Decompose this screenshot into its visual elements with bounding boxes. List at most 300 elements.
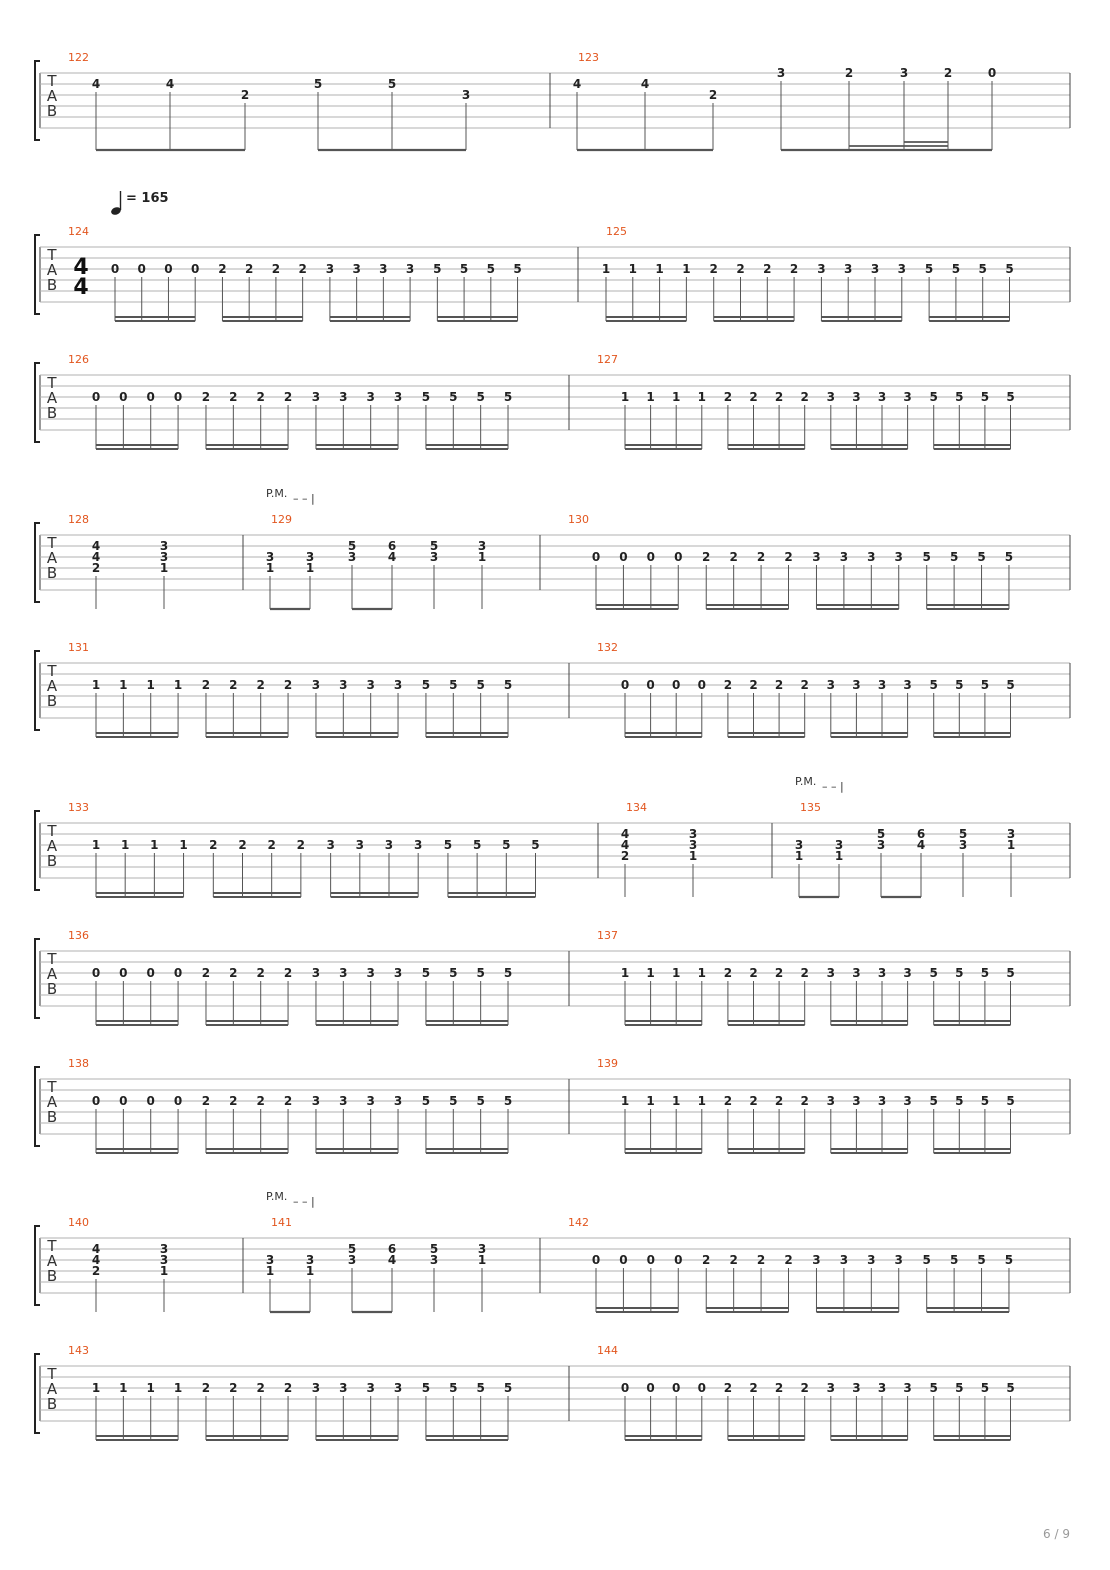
fret-number: 3 bbox=[355, 838, 364, 852]
fret-number: 5 bbox=[449, 678, 458, 692]
fret-number: 1 bbox=[265, 1264, 275, 1278]
fret-number: 5 bbox=[978, 262, 987, 276]
fret-number: 6 bbox=[916, 827, 926, 841]
fret-number: 4 bbox=[91, 539, 101, 553]
fret-number: 1 bbox=[119, 678, 128, 692]
measure-number: 128 bbox=[68, 513, 89, 526]
fret-number: 3 bbox=[326, 838, 335, 852]
fret-number: 0 bbox=[672, 1381, 681, 1395]
fret-number: 2 bbox=[729, 1253, 738, 1267]
fret-number: 2 bbox=[620, 849, 630, 863]
fret-number: 4 bbox=[91, 1242, 101, 1256]
fret-number: 4 bbox=[916, 838, 926, 852]
fret-number: 5 bbox=[977, 550, 986, 564]
page-number: 6 / 9 bbox=[1043, 1527, 1070, 1541]
fret-number: 2 bbox=[256, 966, 265, 980]
tab-clef-letter: A bbox=[46, 261, 58, 279]
tab-clef-letter: T bbox=[47, 662, 57, 680]
fret-number: 5 bbox=[980, 1094, 990, 1108]
fret-number: 2 bbox=[91, 1264, 101, 1278]
tab-clef-letter: A bbox=[46, 677, 58, 695]
fret-number: 3 bbox=[311, 966, 321, 980]
fret-number: 4 bbox=[165, 77, 175, 91]
tab-clef-letter: B bbox=[46, 404, 58, 422]
fret-number: 1 bbox=[672, 1094, 681, 1108]
fret-number: 1 bbox=[646, 966, 655, 980]
fret-number: 2 bbox=[774, 678, 784, 692]
measure-number: 126 bbox=[68, 353, 89, 366]
fret-number: 1 bbox=[697, 966, 706, 980]
fret-number: 2 bbox=[749, 1094, 758, 1108]
fret-number: 3 bbox=[159, 539, 169, 553]
fret-number: 1 bbox=[628, 262, 637, 276]
fret-number: 5 bbox=[503, 1381, 513, 1395]
fret-number: 0 bbox=[646, 678, 655, 692]
system-bracket bbox=[35, 363, 40, 442]
fret-number: 2 bbox=[201, 966, 211, 980]
fret-number: 3 bbox=[826, 390, 835, 404]
fret-number: 5 bbox=[486, 262, 495, 276]
fret-number: 3 bbox=[903, 390, 912, 404]
fret-number: 3 bbox=[903, 1381, 912, 1395]
measure-number: 134 bbox=[626, 801, 647, 814]
fret-number: 3 bbox=[794, 838, 804, 852]
tab-clef-letter: A bbox=[46, 1380, 58, 1398]
fret-number: 3 bbox=[877, 678, 887, 692]
fret-number: 2 bbox=[256, 1381, 265, 1395]
fret-number: 1 bbox=[834, 849, 844, 863]
fret-number: 2 bbox=[774, 390, 784, 404]
palm-mute-label: P.M. bbox=[795, 775, 817, 788]
fret-number: 4 bbox=[620, 838, 630, 852]
fret-number: 5 bbox=[347, 1242, 357, 1256]
fret-number: 2 bbox=[723, 1094, 733, 1108]
fret-number: 0 bbox=[591, 550, 601, 564]
fret-number: 0 bbox=[91, 390, 101, 404]
fret-number: 1 bbox=[146, 1381, 155, 1395]
fret-number: 3 bbox=[867, 550, 876, 564]
fret-number: 5 bbox=[1005, 262, 1014, 276]
palm-mute-extension: – – | bbox=[822, 780, 844, 793]
fret-number: 3 bbox=[366, 966, 375, 980]
fret-number: 2 bbox=[784, 1253, 793, 1267]
fret-number: 3 bbox=[339, 390, 348, 404]
fret-number: 2 bbox=[708, 88, 718, 102]
fret-number: 5 bbox=[313, 77, 323, 91]
fret-number: 0 bbox=[619, 550, 628, 564]
measure-number: 130 bbox=[568, 513, 589, 526]
fret-number: 2 bbox=[800, 1381, 809, 1395]
fret-number: 0 bbox=[620, 1381, 630, 1395]
fret-number: 2 bbox=[283, 390, 293, 404]
fret-number: 2 bbox=[256, 390, 265, 404]
tab-clef-letter: B bbox=[46, 102, 58, 120]
fret-number: 4 bbox=[91, 77, 101, 91]
fret-number: 3 bbox=[429, 550, 439, 564]
fret-number: 1 bbox=[159, 1264, 169, 1278]
fret-number: 4 bbox=[620, 827, 630, 841]
fret-number: 5 bbox=[922, 1253, 931, 1267]
fret-number: 5 bbox=[1006, 678, 1015, 692]
fret-number: 6 bbox=[387, 1242, 397, 1256]
fret-number: 3 bbox=[311, 678, 321, 692]
fret-number: 2 bbox=[800, 1094, 809, 1108]
tab-clef-letter: B bbox=[46, 276, 58, 294]
fret-number: 0 bbox=[173, 966, 183, 980]
fret-number: 3 bbox=[429, 1253, 439, 1267]
fret-number: 3 bbox=[826, 1094, 835, 1108]
time-signature-denominator: 4 bbox=[73, 275, 89, 300]
fret-number: 0 bbox=[697, 1381, 706, 1395]
fret-number: 0 bbox=[110, 262, 120, 276]
fret-number: 3 bbox=[265, 1253, 275, 1267]
measure-number: 142 bbox=[568, 1216, 589, 1229]
fret-number: 3 bbox=[339, 1381, 348, 1395]
fret-number: 2 bbox=[229, 966, 238, 980]
fret-number: 5 bbox=[876, 827, 886, 841]
fret-number: 3 bbox=[461, 88, 471, 102]
fret-number: 2 bbox=[756, 1253, 766, 1267]
system-bracket bbox=[35, 235, 40, 314]
fret-number: 5 bbox=[429, 539, 439, 553]
fret-number: 3 bbox=[877, 390, 887, 404]
fret-number: 0 bbox=[173, 390, 183, 404]
fret-number: 2 bbox=[209, 838, 218, 852]
fret-number: 5 bbox=[503, 678, 513, 692]
fret-number: 2 bbox=[91, 561, 101, 575]
fret-number: 5 bbox=[980, 966, 990, 980]
fret-number: 3 bbox=[305, 1253, 315, 1267]
fret-number: 3 bbox=[379, 262, 388, 276]
fret-number: 2 bbox=[245, 262, 254, 276]
fret-number: 3 bbox=[852, 678, 861, 692]
fret-number: 2 bbox=[229, 1381, 238, 1395]
fret-number: 1 bbox=[620, 1094, 630, 1108]
fret-number: 0 bbox=[672, 678, 681, 692]
measure-number: 122 bbox=[68, 51, 89, 64]
measure-number: 132 bbox=[597, 641, 618, 654]
fret-number: 2 bbox=[789, 262, 799, 276]
fret-number: 5 bbox=[429, 1242, 439, 1256]
fret-number: 0 bbox=[146, 390, 155, 404]
fret-number: 3 bbox=[958, 838, 968, 852]
fret-number: 5 bbox=[459, 262, 469, 276]
measure-number: 127 bbox=[597, 353, 618, 366]
fret-number: 0 bbox=[646, 550, 656, 564]
fret-number: 2 bbox=[702, 550, 711, 564]
fret-number: 2 bbox=[218, 262, 227, 276]
fret-number: 2 bbox=[256, 678, 265, 692]
fret-number: 5 bbox=[924, 262, 934, 276]
fret-number: 2 bbox=[800, 678, 809, 692]
fret-number: 5 bbox=[513, 262, 522, 276]
fret-number: 5 bbox=[980, 678, 990, 692]
fret-number: 4 bbox=[91, 1253, 101, 1267]
fret-number: 3 bbox=[852, 1381, 861, 1395]
fret-number: 5 bbox=[476, 390, 485, 404]
fret-number: 3 bbox=[688, 827, 698, 841]
fret-number: 3 bbox=[159, 1253, 169, 1267]
measure-number: 137 bbox=[597, 929, 618, 942]
tab-clef-letter: B bbox=[46, 692, 58, 710]
fret-number: 3 bbox=[812, 550, 821, 564]
system-bracket bbox=[35, 811, 40, 890]
measure-number: 125 bbox=[606, 225, 627, 238]
fret-number: 1 bbox=[655, 262, 664, 276]
fret-number: 5 bbox=[502, 838, 511, 852]
fret-number: 5 bbox=[503, 1094, 513, 1108]
fret-number: 0 bbox=[646, 1381, 655, 1395]
fret-number: 3 bbox=[311, 1094, 321, 1108]
fret-number: 1 bbox=[646, 390, 655, 404]
tab-clef-letter: B bbox=[46, 1267, 58, 1285]
fret-number: 5 bbox=[449, 966, 458, 980]
fret-number: 5 bbox=[949, 550, 959, 564]
fret-number: 4 bbox=[387, 550, 397, 564]
fret-number: 5 bbox=[929, 1381, 938, 1395]
fret-number: 2 bbox=[240, 88, 250, 102]
tab-clef-letter: T bbox=[47, 822, 57, 840]
fret-number: 1 bbox=[305, 1264, 315, 1278]
fret-number: 2 bbox=[723, 966, 733, 980]
fret-number: 3 bbox=[894, 1253, 903, 1267]
tab-clef-letter: T bbox=[47, 1078, 57, 1096]
fret-number: 3 bbox=[311, 390, 321, 404]
fret-number: 1 bbox=[672, 966, 681, 980]
fret-number: 1 bbox=[477, 1253, 487, 1267]
fret-number: 2 bbox=[749, 966, 758, 980]
tab-clef-letter: B bbox=[46, 980, 58, 998]
fret-number: 2 bbox=[283, 966, 293, 980]
fret-number: 5 bbox=[929, 678, 938, 692]
fret-number: 1 bbox=[620, 966, 630, 980]
fret-number: 2 bbox=[283, 678, 293, 692]
fret-number: 5 bbox=[449, 1381, 458, 1395]
fret-number: 3 bbox=[339, 678, 348, 692]
fret-number: 1 bbox=[265, 561, 275, 575]
fret-number: 3 bbox=[393, 390, 403, 404]
fret-number: 0 bbox=[646, 1253, 656, 1267]
fret-number: 3 bbox=[339, 966, 348, 980]
fret-number: 1 bbox=[672, 390, 681, 404]
fret-number: 3 bbox=[477, 1242, 487, 1256]
fret-number: 0 bbox=[674, 550, 683, 564]
fret-number: 2 bbox=[283, 1094, 293, 1108]
fret-number: 2 bbox=[784, 550, 793, 564]
fret-number: 1 bbox=[682, 262, 691, 276]
fret-number: 3 bbox=[839, 1253, 849, 1267]
fret-number: 3 bbox=[852, 966, 861, 980]
fret-number: 5 bbox=[955, 678, 964, 692]
fret-number: 2 bbox=[256, 1094, 265, 1108]
fret-number: 5 bbox=[421, 1381, 431, 1395]
tab-clef-letter: T bbox=[47, 1365, 57, 1383]
fret-number: 5 bbox=[1006, 966, 1015, 980]
fret-number: 3 bbox=[903, 678, 912, 692]
measure-number: 129 bbox=[271, 513, 292, 526]
fret-number: 3 bbox=[366, 1094, 375, 1108]
fret-number: 2 bbox=[271, 262, 281, 276]
fret-number: 1 bbox=[91, 678, 101, 692]
tab-clef-letter: T bbox=[47, 72, 57, 90]
fret-number: 5 bbox=[922, 550, 931, 564]
fret-number: 0 bbox=[620, 678, 630, 692]
fret-number: 5 bbox=[476, 966, 485, 980]
fret-number: 3 bbox=[877, 1094, 887, 1108]
fret-number: 3 bbox=[159, 1242, 169, 1256]
fret-number: 3 bbox=[477, 539, 487, 553]
fret-number: 0 bbox=[146, 1094, 155, 1108]
fret-number: 1 bbox=[688, 849, 698, 863]
fret-number: 5 bbox=[1006, 390, 1015, 404]
measure-number: 144 bbox=[597, 1344, 618, 1357]
fret-number: 3 bbox=[347, 550, 357, 564]
fret-number: 5 bbox=[421, 1094, 431, 1108]
fret-number: 1 bbox=[173, 678, 183, 692]
fret-number: 3 bbox=[812, 1253, 821, 1267]
fret-number: 3 bbox=[1006, 827, 1016, 841]
fret-number: 3 bbox=[870, 262, 880, 276]
fret-number: 5 bbox=[476, 1094, 485, 1108]
measure-number: 123 bbox=[578, 51, 599, 64]
measure-number: 139 bbox=[597, 1057, 618, 1070]
fret-number: 2 bbox=[774, 1094, 784, 1108]
tab-clef-letter: B bbox=[46, 1395, 58, 1413]
fret-number: 2 bbox=[844, 66, 854, 80]
fret-number: 3 bbox=[877, 1381, 887, 1395]
fret-number: 0 bbox=[674, 1253, 683, 1267]
fret-number: 3 bbox=[347, 1253, 357, 1267]
measure-number: 141 bbox=[271, 1216, 292, 1229]
fret-number: 3 bbox=[834, 838, 844, 852]
fret-number: 5 bbox=[531, 838, 540, 852]
fret-number: 2 bbox=[774, 966, 784, 980]
fret-number: 3 bbox=[894, 550, 903, 564]
time-signature-numerator: 4 bbox=[73, 255, 89, 280]
tab-clef-letter: A bbox=[46, 1252, 58, 1270]
fret-number: 5 bbox=[503, 966, 513, 980]
fret-number: 1 bbox=[601, 262, 611, 276]
fret-number: 1 bbox=[159, 561, 169, 575]
system-bracket bbox=[35, 1226, 40, 1305]
fret-number: 3 bbox=[305, 550, 315, 564]
fret-number: 2 bbox=[298, 262, 307, 276]
fret-number: 4 bbox=[572, 77, 582, 91]
fret-number: 0 bbox=[119, 1094, 128, 1108]
fret-number: 5 bbox=[955, 966, 964, 980]
fret-number: 5 bbox=[1004, 1253, 1014, 1267]
fret-number: 3 bbox=[366, 390, 375, 404]
tab-clef-letter: A bbox=[46, 87, 58, 105]
fret-number: 5 bbox=[449, 390, 458, 404]
fret-number: 2 bbox=[774, 1381, 784, 1395]
fret-number: 2 bbox=[238, 838, 247, 852]
fret-number: 5 bbox=[949, 1253, 959, 1267]
tab-clef-letter: A bbox=[46, 1093, 58, 1111]
fret-number: 3 bbox=[897, 262, 906, 276]
fret-number: 5 bbox=[980, 1381, 990, 1395]
fret-number: 2 bbox=[229, 390, 238, 404]
fret-number: 2 bbox=[229, 678, 238, 692]
fret-number: 1 bbox=[620, 390, 630, 404]
measure-number: 136 bbox=[68, 929, 89, 942]
palm-mute-extension: – – | bbox=[293, 492, 315, 505]
fret-number: 5 bbox=[433, 262, 442, 276]
fret-number: 2 bbox=[283, 1381, 293, 1395]
fret-number: 3 bbox=[839, 550, 849, 564]
fret-number: 0 bbox=[91, 966, 101, 980]
tempo-marking: = 165 bbox=[126, 191, 169, 206]
fret-number: 3 bbox=[393, 1094, 403, 1108]
fret-number: 5 bbox=[347, 539, 357, 553]
fret-number: 2 bbox=[201, 1094, 211, 1108]
fret-number: 5 bbox=[449, 1094, 458, 1108]
fret-number: 1 bbox=[1006, 838, 1016, 852]
palm-mute-extension: – – | bbox=[293, 1195, 315, 1208]
fret-number: 5 bbox=[955, 390, 964, 404]
tab-clef-letter: A bbox=[46, 549, 58, 567]
fret-number: 1 bbox=[91, 838, 101, 852]
fret-number: 3 bbox=[688, 838, 698, 852]
fret-number: 1 bbox=[305, 561, 315, 575]
fret-number: 3 bbox=[339, 1094, 348, 1108]
fret-number: 3 bbox=[903, 1094, 912, 1108]
fret-number: 4 bbox=[640, 77, 650, 91]
fret-number: 0 bbox=[146, 966, 155, 980]
fret-number: 5 bbox=[387, 77, 397, 91]
system-bracket bbox=[35, 1354, 40, 1433]
fret-number: 2 bbox=[749, 678, 758, 692]
fret-number: 2 bbox=[201, 678, 211, 692]
system-bracket bbox=[35, 939, 40, 1018]
fret-number: 0 bbox=[173, 1094, 183, 1108]
fret-number: 3 bbox=[393, 1381, 403, 1395]
tab-clef-letter: A bbox=[46, 965, 58, 983]
tab-clef-letter: T bbox=[47, 1237, 57, 1255]
fret-number: 3 bbox=[352, 262, 361, 276]
fret-number: 2 bbox=[723, 678, 733, 692]
fret-number: 5 bbox=[977, 1253, 986, 1267]
fret-number: 5 bbox=[1004, 550, 1014, 564]
fret-number: 5 bbox=[951, 262, 961, 276]
tab-clef-letter: B bbox=[46, 852, 58, 870]
tab-clef-letter: A bbox=[46, 389, 58, 407]
fret-number: 2 bbox=[749, 1381, 758, 1395]
fret-number: 3 bbox=[776, 66, 786, 80]
fret-number: 3 bbox=[311, 1381, 321, 1395]
fret-number: 3 bbox=[393, 678, 403, 692]
fret-number: 5 bbox=[476, 678, 485, 692]
tab-clef-letter: T bbox=[47, 534, 57, 552]
fret-number: 5 bbox=[421, 390, 431, 404]
fret-number: 3 bbox=[852, 1094, 861, 1108]
fret-number: 2 bbox=[756, 550, 766, 564]
fret-number: 3 bbox=[876, 838, 886, 852]
fret-number: 5 bbox=[503, 390, 513, 404]
tab-clef-letter: T bbox=[47, 950, 57, 968]
fret-number: 1 bbox=[91, 1381, 101, 1395]
fret-number: 1 bbox=[121, 838, 130, 852]
fret-number: 3 bbox=[159, 550, 169, 564]
fret-number: 0 bbox=[697, 678, 706, 692]
fret-number: 2 bbox=[296, 838, 306, 852]
fret-number: 5 bbox=[955, 1094, 964, 1108]
tab-clef-letter: B bbox=[46, 1108, 58, 1126]
fret-number: 2 bbox=[229, 1094, 238, 1108]
fret-number: 3 bbox=[366, 678, 375, 692]
system-bracket bbox=[35, 523, 40, 602]
fret-number: 4 bbox=[91, 550, 101, 564]
